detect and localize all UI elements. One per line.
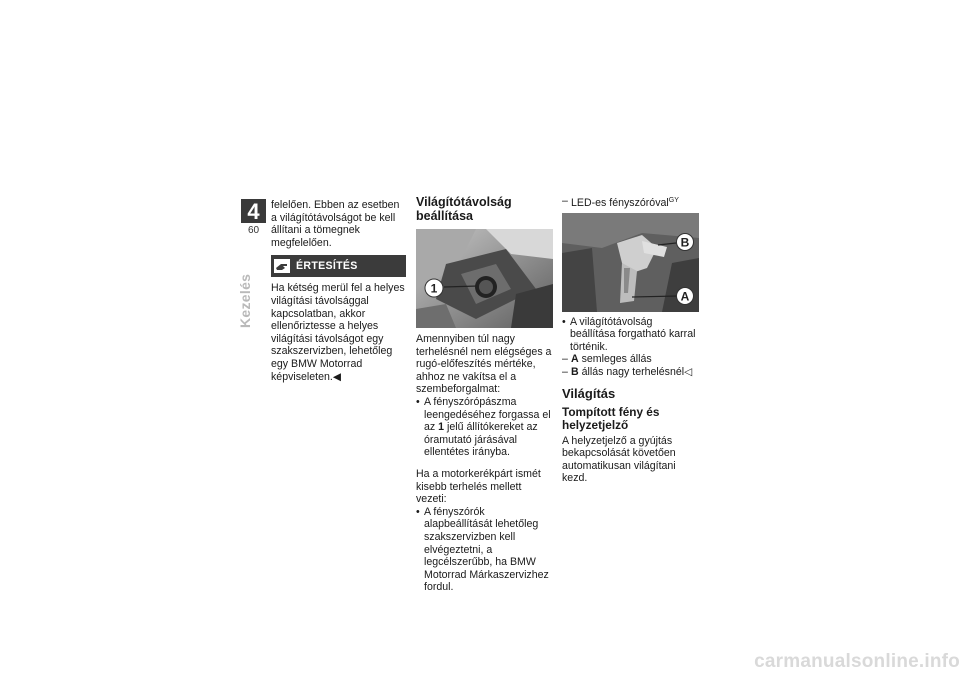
bullet-list-1 xyxy=(416,396,554,459)
page-number: 60 xyxy=(247,225,260,236)
notice-paragraph xyxy=(271,282,406,383)
chapter-title-vertical: Kezelés xyxy=(237,273,253,328)
position-a-text: semleges állás xyxy=(581,353,652,366)
photo-label-a: A xyxy=(680,289,690,304)
key-a: A xyxy=(571,353,579,366)
subsection-title: Tompított fény és helyzetjelző xyxy=(562,404,660,432)
position-b-row: – B állás nagy terhelésnél◁ xyxy=(562,365,693,378)
intro-paragraph: felelően. Ebben az esetben a világítótávolságot be kell állítani a tömegnek megfelelően. xyxy=(271,199,400,249)
notice-hand-icon xyxy=(274,259,290,273)
column-1 xyxy=(271,199,406,383)
chapter-number-box: 4 xyxy=(241,199,266,223)
photo-label-1: 1 xyxy=(430,281,438,296)
section-title-headlight-range: Világítótávolság beállítása xyxy=(416,195,512,223)
watermark-text: carmanualsonline.info xyxy=(754,651,960,672)
bullet-text-rest: jelű állítókereket az óramutató járásával ellentétes irányba. xyxy=(424,421,538,459)
bullet-text: A fényszórópászma leengedéséhez forgassa el az xyxy=(424,395,551,434)
bullet-ref: 1 xyxy=(438,421,445,434)
led-headlight-label: – LED-es fényszóróval$^{GY}$ xyxy=(562,195,679,209)
section-title-lighting: Világítás xyxy=(562,385,616,401)
notice-text: Ha kétség merül fel a helyes világítási távolsággal kapcsolatban, akkor ellenőriztesse a helyes világítási távolságot egy szakszervizben, lehetőleg egy BMW Motorrad képviseleten. xyxy=(271,282,405,383)
list-item: • A fényszórópászma leengedéséhez forgassa el az 1 jelű állítókereket az óramutató járásával ellentétes irányba. xyxy=(416,395,551,459)
list-item: • A világítótávolság beállítása forgatható karral történik. xyxy=(562,315,696,353)
load-paragraph: Amennyiben túl nagy terhelésnél nem elégséges a rugó-előfeszítés mértéke, ahhoz ne vakítsa el a szembeforgalmat: xyxy=(416,333,552,396)
bullet-text: A világítótávolság beállítása forgatható karral történik. xyxy=(570,315,696,353)
notice-label: ÉRTESÍTÉS xyxy=(296,260,358,273)
option-superscript: GY xyxy=(668,197,679,204)
notice-header xyxy=(271,255,406,277)
headlight-adjuster-photo xyxy=(416,229,553,328)
subsection-paragraph: A helyzetjelző a gyújtás bekapcsolását követően automatikusan világítani kezd. xyxy=(562,434,676,485)
key-b: B xyxy=(571,365,579,378)
column-2 xyxy=(416,195,554,594)
led-text: LED-es fényszóróval xyxy=(571,197,669,209)
position-a-row: – A semleges állás xyxy=(562,353,652,366)
lighter-load-paragraph: Ha a motorkerékpárt ismét kisebb terhelés mellett vezeti: xyxy=(416,467,541,506)
column-3 xyxy=(562,195,699,485)
lever-photo xyxy=(562,213,699,312)
end-mark: ◀ xyxy=(332,370,341,383)
bullet-text: A fényszórók alapbeállítását lehetőleg szakszervizben kell elvégeztetni, a legcélszerűbb, ha BMW Motorrad Márkaszervizhez fordul. xyxy=(424,505,549,594)
bullet-list-2 xyxy=(416,506,554,594)
bullet-list-3 xyxy=(562,316,699,354)
end-mark: ◁ xyxy=(684,365,693,378)
photo-label-b: B xyxy=(680,235,690,250)
position-b-text: állás nagy terhelésnél xyxy=(581,365,685,378)
list-item: • A fényszórók alapbeállítását lehetőleg szakszervizben kell elvégeztetni, a legcélszerűbb, ha BMW Motorrad Márkaszervizhez fordul. xyxy=(416,505,549,594)
